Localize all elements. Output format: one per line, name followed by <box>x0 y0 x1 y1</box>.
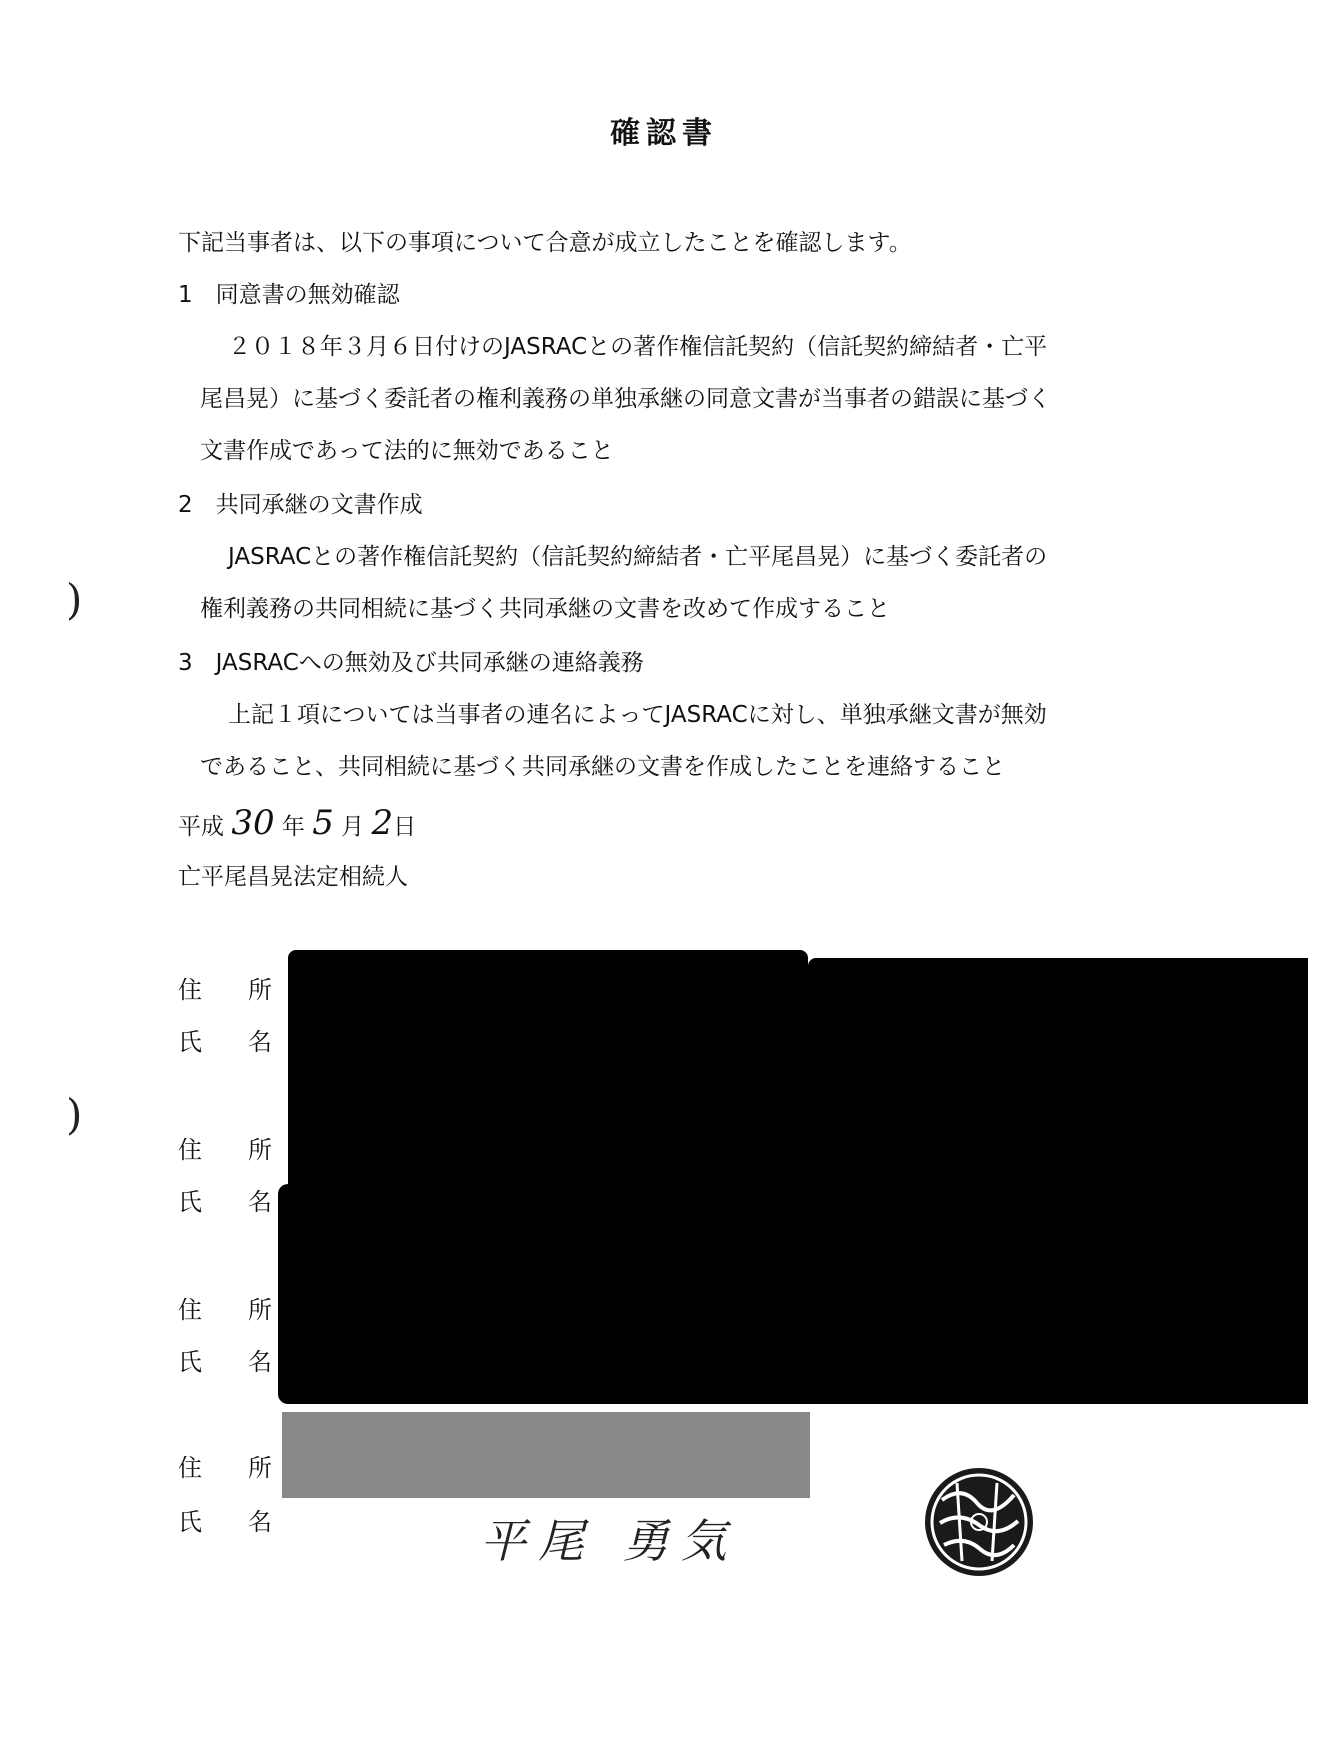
item-2-heading: 2 共同承継の文書作成 <box>178 492 423 518</box>
margin-mark-2: ) <box>66 1090 83 1139</box>
date-line <box>178 803 417 843</box>
redaction-block-1 <box>288 950 808 1070</box>
heir-1-name-label: 氏 名 <box>178 1028 272 1056</box>
item-1-body-line-3: 文書作成であって法的に無効であること <box>200 438 614 464</box>
redaction-block-3 <box>288 1070 808 1184</box>
date-day: 2 <box>371 803 394 843</box>
date-month-unit: 月 <box>341 814 365 840</box>
item-3-body-line-2: であること、共同相続に基づく共同承継の文書を作成したことを連絡すること <box>200 754 1005 780</box>
date-year: 30 <box>231 803 275 843</box>
date-year-unit: 年 <box>281 814 305 840</box>
heir-4-address-label: 住 所 <box>178 1454 272 1482</box>
redaction-grey-block <box>282 1412 810 1498</box>
heir-2-name-label: 氏 名 <box>178 1188 272 1216</box>
heirs-heading: 亡平尾昌晃法定相続人 <box>178 864 408 890</box>
redaction-block-4 <box>278 1184 1308 1404</box>
date-day-unit: 日 <box>393 814 417 840</box>
date-era: 平成 <box>178 814 224 840</box>
heir-3-name-label: 氏 名 <box>178 1348 272 1376</box>
intro-text: 下記当事者は、以下の事項について合意が成立したことを確認します。 <box>178 230 912 256</box>
item-1-body-line-1: ２０１８年３月６日付けのJASRACとの著作権信託契約（信託契約締結者・亡平 <box>228 334 1048 360</box>
date-month: 5 <box>312 803 334 843</box>
heir-3-address-label: 住 所 <box>178 1296 272 1324</box>
item-3-body-line-1: 上記１項については当事者の連名によってJASRACに対し、単独承継文書が無効 <box>228 702 1047 728</box>
margin-mark-1: ) <box>66 575 83 624</box>
heir-4-name-label: 氏 名 <box>178 1508 272 1536</box>
redaction-block-2 <box>808 958 1308 1184</box>
item-1-heading: 1 同意書の無効確認 <box>178 282 400 308</box>
document-title: 確認書 <box>610 116 718 151</box>
item-3-heading: 3 JASRACへの無効及び共同承継の連絡義務 <box>178 650 644 676</box>
seal-stamp-icon <box>922 1465 1036 1579</box>
heir-2-address-label: 住 所 <box>178 1136 272 1164</box>
handwritten-signature: 平尾 勇気 <box>480 1514 739 1568</box>
item-2-body-line-2: 権利義務の共同相続に基づく共同承継の文書を改めて作成すること <box>200 596 890 622</box>
item-2-body-line-1: JASRACとの著作権信託契約（信託契約締結者・亡平尾昌晃）に基づく委託者の <box>228 544 1048 570</box>
heir-1-address-label: 住 所 <box>178 976 272 1004</box>
item-1-body-line-2: 尾昌晃）に基づく委託者の権利義務の単独承継の同意文書が当事者の錯誤に基づく <box>200 386 1051 412</box>
